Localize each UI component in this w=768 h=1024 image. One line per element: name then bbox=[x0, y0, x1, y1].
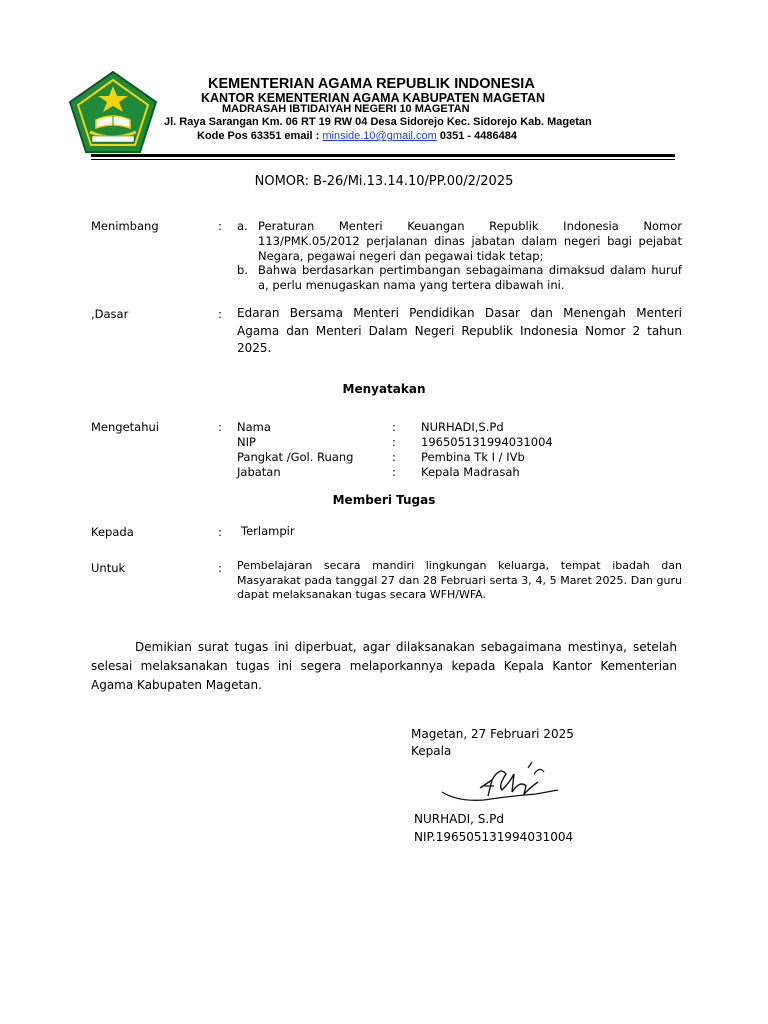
identity-row-position-key: Jabatan bbox=[237, 465, 281, 479]
identity-row-position-sep: : bbox=[392, 465, 396, 479]
menyatakan-heading: Menyatakan bbox=[342, 382, 426, 396]
letterhead-line-1: KEMENTERIAN AGAMA REPUBLIK INDONESIA bbox=[208, 76, 535, 92]
dasar-text: Edaran Bersama Menteri Pendidikan Dasar dan Menengah Menteri Agama dan Menteri Dalam Negeri Republik Indonesia Nomor 2 tahun 2025. bbox=[237, 306, 682, 355]
signatory-name: NURHADI, S.Pd bbox=[414, 812, 505, 826]
letterhead-address: Jl. Raya Sarangan Km. 06 RT 19 RW 04 Desa Sidorejo Kec. Sidorejo Kab. Magetan bbox=[164, 116, 592, 128]
identity-row-nip-key: NIP bbox=[237, 435, 256, 449]
identity-row-nip-sep: : bbox=[392, 435, 396, 449]
identity-row-name-value: NURHADI,S.Pd bbox=[421, 420, 504, 434]
memberi-tugas-heading: Memberi Tugas bbox=[332, 493, 436, 507]
identity-row-rank-key: Pangkat /Gol. Ruang bbox=[237, 450, 354, 464]
letterhead-divider-thick bbox=[91, 154, 675, 157]
phone-number: 0351 - 4486484 bbox=[439, 130, 517, 142]
postal-code-label: Kode Pos 63351 email : bbox=[197, 130, 320, 142]
untuk-colon: : bbox=[218, 561, 222, 575]
untuk-label: Untuk bbox=[91, 561, 126, 575]
kepada-colon: : bbox=[218, 525, 222, 539]
letter-number: NOMOR: B-26/Mi.13.14.10/PP.00/2/2025 bbox=[254, 174, 514, 189]
dasar-label: ,Dasar bbox=[91, 307, 129, 321]
identity-row-name-sep: : bbox=[392, 420, 396, 434]
kepada-value: Terlampir bbox=[241, 524, 295, 538]
email-link[interactable]: minside.10@gmail.com bbox=[322, 130, 437, 142]
menimbang-a-marker: a. bbox=[237, 219, 248, 233]
menimbang-a-text: Peraturan Menteri Keuangan Republik Indonesia Nomor 113/PMK.05/2012 perjalanan dinas jabatan dalam negeri bagi pejabat Negara, pegawai negeri dan pegawai tidak tetap; bbox=[258, 219, 682, 263]
identity-row-name-key: Nama bbox=[237, 420, 271, 434]
mengetahui-label: Mengetahui bbox=[91, 420, 159, 434]
dasar-colon: : bbox=[218, 307, 222, 321]
letterhead-line-3: MADRASAH IBTIDAIYAH NEGERI 10 MAGETAN bbox=[222, 103, 470, 115]
untuk-text: Pembelajaran secara mandiri lingkungan keluarga, tempat ibadah dan Masyarakat pada tanggal 27 dan 28 Februari serta 3, 4, 5 Maret 2025. Dan guru dapat melaksanakan tugas secara WFH/WFA. bbox=[237, 559, 682, 601]
identity-row-nip-value: 196505131994031004 bbox=[421, 435, 553, 449]
menimbang-colon: : bbox=[218, 219, 222, 233]
identity-row-position-value: Kepala Madrasah bbox=[421, 465, 520, 479]
identity-row-rank-sep: : bbox=[392, 450, 396, 464]
menimbang-b-text: Bahwa berdasarkan pertimbangan sebagaimana dimaksud dalam huruf a, perlu menugaskan nama yang tertera dibawah ini. bbox=[258, 263, 682, 292]
kepada-label: Kepada bbox=[91, 525, 134, 539]
letterhead-contact bbox=[197, 130, 517, 142]
mengetahui-colon: : bbox=[218, 420, 222, 434]
signature-title: Kepala bbox=[411, 744, 452, 758]
letterhead-divider-thin bbox=[91, 159, 675, 160]
signatory-nip: NIP.196505131994031004 bbox=[414, 830, 574, 844]
menimbang-label: Menimbang bbox=[91, 219, 159, 233]
closing-paragraph: Demikian surat tugas ini diperbuat, agar dilaksanakan sebagaimana mestinya, setelah selesai melaksanakan tugas ini segera melaporkannya kepada Kepala Kantor Kementerian Agama Kabupaten Magetan. bbox=[91, 640, 677, 692]
letterhead-line-2: KANTOR KEMENTERIAN AGAMA KABUPATEN MAGETAN bbox=[201, 91, 545, 105]
ministry-logo bbox=[66, 70, 160, 154]
handwritten-signature bbox=[440, 760, 564, 810]
signature-place-date: Magetan, 27 Februari 2025 bbox=[411, 727, 574, 741]
menimbang-b-marker: b. bbox=[237, 263, 248, 277]
identity-row-rank-value: Pembina Tk I / IVb bbox=[421, 450, 525, 464]
